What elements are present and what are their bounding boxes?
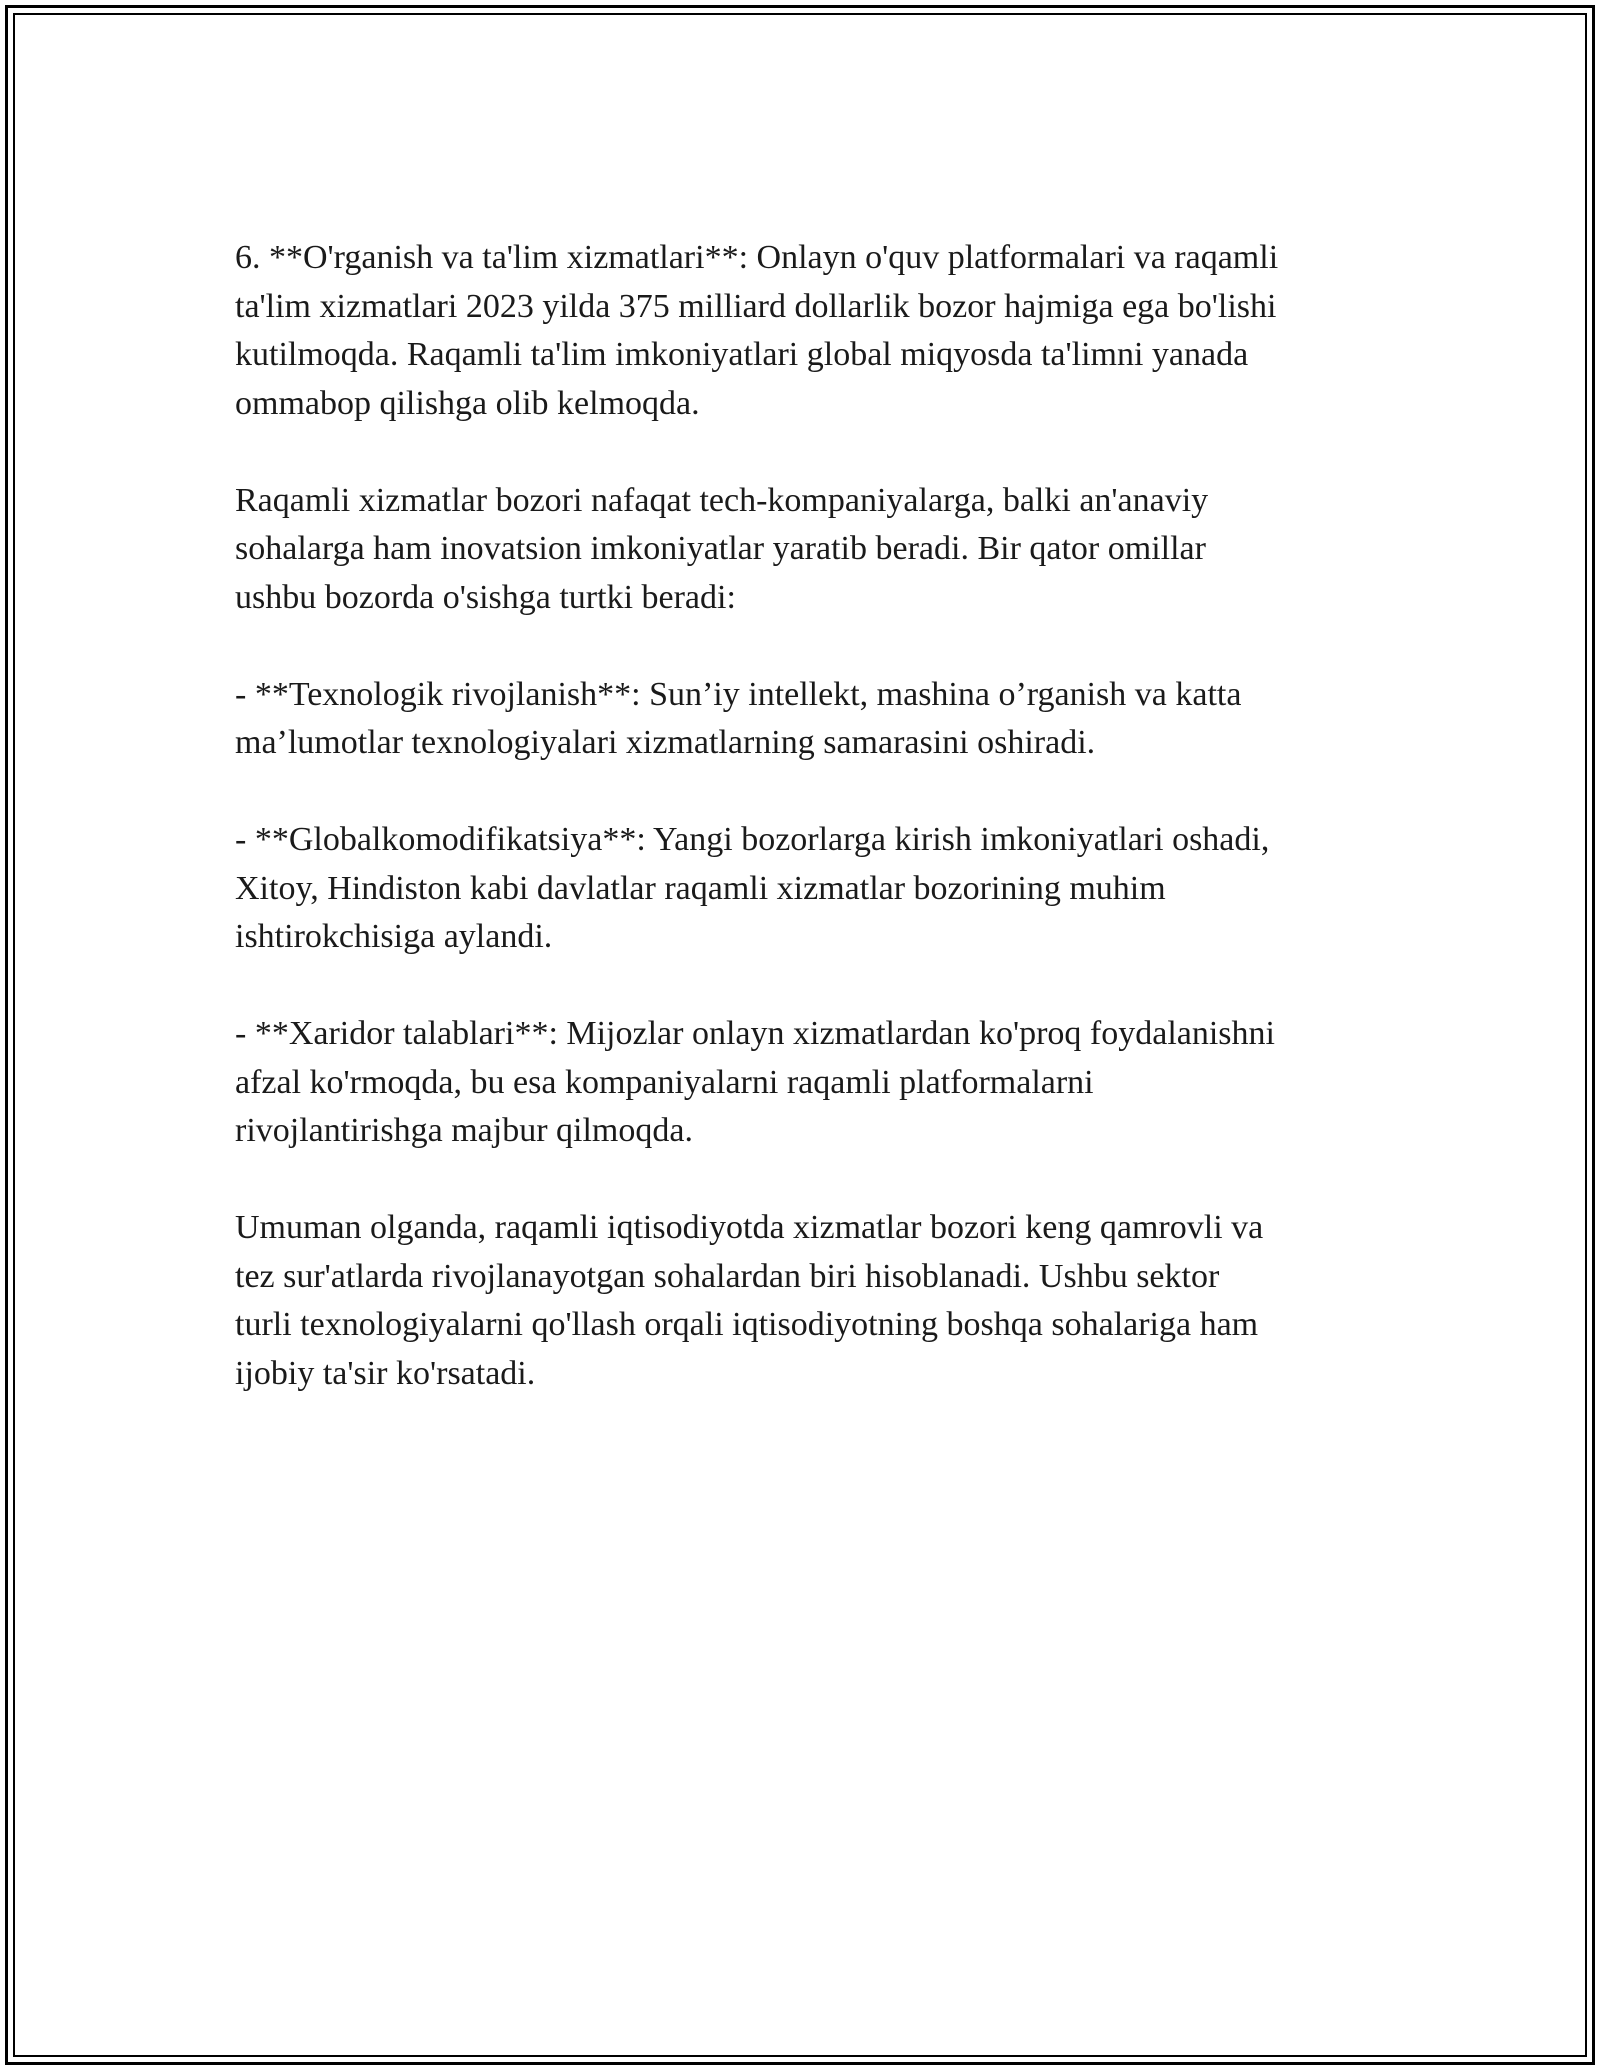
paragraph-conclusion	[235, 1204, 1385, 1398]
document-body	[235, 234, 1385, 1447]
paragraph-global-commodification	[235, 816, 1385, 962]
text-line: ishtirokchisiga aylandi.	[235, 918, 553, 955]
text-line: rivojlantirishga majbur qilmoqda.	[235, 1112, 693, 1149]
text-line: ta'lim xizmatlari 2023 yilda 375 milliard dollarlik bozor hajmiga ega bo'lishi	[235, 287, 1277, 325]
text-line: Raqamli xizmatlar bozori nafaqat tech-kompaniyalarga, balki an'anaviy	[235, 481, 1209, 519]
text-line: ijobiy ta'sir ko'rsatadi.	[235, 1354, 536, 1392]
paragraph-technology-development	[235, 671, 1385, 768]
text-line: - **Globalkomodifikatsiya**: Yangi bozorlarga kirish imkoniyatlari oshadi,	[235, 821, 1270, 858]
text-line: Xitoy, Hindiston kabi davlatlar raqamli xizmatlar bozorining muhim	[235, 869, 1166, 907]
paragraph-learning-services	[235, 234, 1385, 428]
text-line: sohalarga ham inovatsion imkoniyatlar yaratib beradi. Bir qator omillar	[235, 530, 1206, 567]
text-line: turli texnologiyalarni qo'llash orqali iqtisodiyotning boshqa sohalariga ham	[235, 1306, 1259, 1343]
text-line: 6. **O'rganish va ta'lim xizmatlari**: Onlayn o'quv platformalari va raqamli	[235, 239, 1279, 276]
paragraph-customer-demands	[235, 1010, 1385, 1156]
paragraph-market-intro	[235, 477, 1385, 623]
text-line: Umuman olganda, raqamli iqtisodiyotda xizmatlar bozori keng qamrovli va	[235, 1209, 1264, 1246]
text-line: ommabop qilishga olib kelmoqda.	[235, 384, 700, 422]
text-line: ma’lumotlar texnologiyalari xizmatlarning samarasini oshiradi.	[235, 724, 1096, 761]
text-line: kutilmoqda. Raqamli ta'lim imkoniyatlari global miqyosda ta'limni yanada	[235, 336, 1249, 373]
text-line: tez sur'atlarda rivojlanayotgan sohalardan biri hisoblanadi. Ushbu sektor	[235, 1257, 1220, 1295]
text-line: afzal ko'rmoqda, bu esa kompaniyalarni raqamli platformalarni	[235, 1063, 1094, 1101]
text-line: - **Texnologik rivojlanish**: Sun’iy intellekt, mashina o’rganish va katta	[235, 675, 1242, 713]
text-line: - **Xaridor talablari**: Mijozlar onlayn xizmatlardan ko'proq foydalanishni	[235, 1015, 1275, 1052]
text-line: ushbu bozorda o'sishga turtki beradi:	[235, 578, 736, 616]
